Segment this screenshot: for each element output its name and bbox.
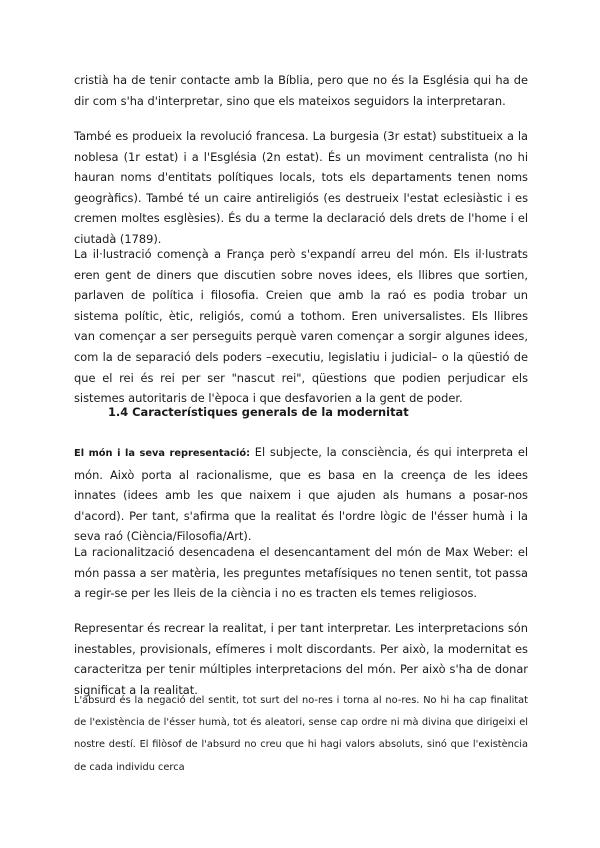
representation-lead: El món i la seva representació: xyxy=(74,448,251,459)
section-heading: 1.4 Característiques generals de la modernitat xyxy=(108,405,409,419)
paragraph-absurd: L'absurd és la negació del sentit, tot surt del no-res i torna al no-res. No hi ha cap finalitat de l'existència de l'ésser humà, tot és aleatori, sense cap ordre ni mà divina que dirigeixi el nostre destí. El filòsof de l'absurd no creu que hi hagi valors absoluts, sinó que l'existència de cada individu cerca xyxy=(74,695,528,773)
representation-text: El subjecte, la consciència, és qui interpreta el món. Això porta al racionalisme, que es basa en la creença de les idees innates (idees amb les que naixem i que ajuden als humans a posar-nos d'acord). Per tant, s'afirma que la realitat és l'ordre lògic de l'ésser humà i la seva raó (Ciència/Filosofia/Art). xyxy=(74,445,529,544)
paragraph-revolution: També es produeix la revolució francesa. La burgesia (3r estat) substitueix a la noblesa (1r estat) i a l'Església (2n estat). És un moviment centralista (no hi hauran noms d'entitats polítiques locals, tots els departaments tenen noms geogràfics). També té un caire antireligiós (es destrueix l'estat eclesiàstic i es cremen moltes esglèsies). És du a terme la declaració dels drets de l'home i el ciutadà (1789). xyxy=(74,129,528,246)
paragraph-illustration: La il·lustració començà a França però s'expandí arreu del món. Els il·lustrats eren gent de diners que discutien sobre noves idees, els llibres que sortien, parlaven de política i filosofia. Creien que amb la raó es podia trobar un sistema polític, ètic, religiós, comú a tothom. Eren universalistes. Els llibres van començar a ser perseguits perquè varen començar a sorgir algunes idees, com la de separació dels poders –executiu, legislatiu i judicial– o la qüestió de que el rei és rei per ser "nascut rei", qüestions que podien perjudicar els sistemes autoritaris de l'època i que desfavorien a la gent de poder. xyxy=(74,247,528,406)
paragraph-rationalization: La racionalització desencadena el desencantament del món de Max Weber: el món passa a ser matèria, les preguntes metafísiques no tenen sentit, tot passa a regir-se per les lleis de la ciència i no es tracten els temes religiosos. xyxy=(74,545,528,601)
paragraph-reform: cristià ha de tenir contacte amb la Bíblia, pero que no és la Església qui ha de dir com s'ha d'interpretar, sino que els mateixos seguidors la interpretaran. xyxy=(74,73,528,108)
paragraph-representation xyxy=(74,442,528,547)
paragraph-represent: Representar és recrear la realitat, i per tant interpretar. Les interpretacions són inestables, provisionals, efímeres i molt discordants. Per això, la modernitat es caracteritza per tenir múltiples interpretacions del món. Per això s'ha de donar significat a la realitat. xyxy=(74,621,528,697)
